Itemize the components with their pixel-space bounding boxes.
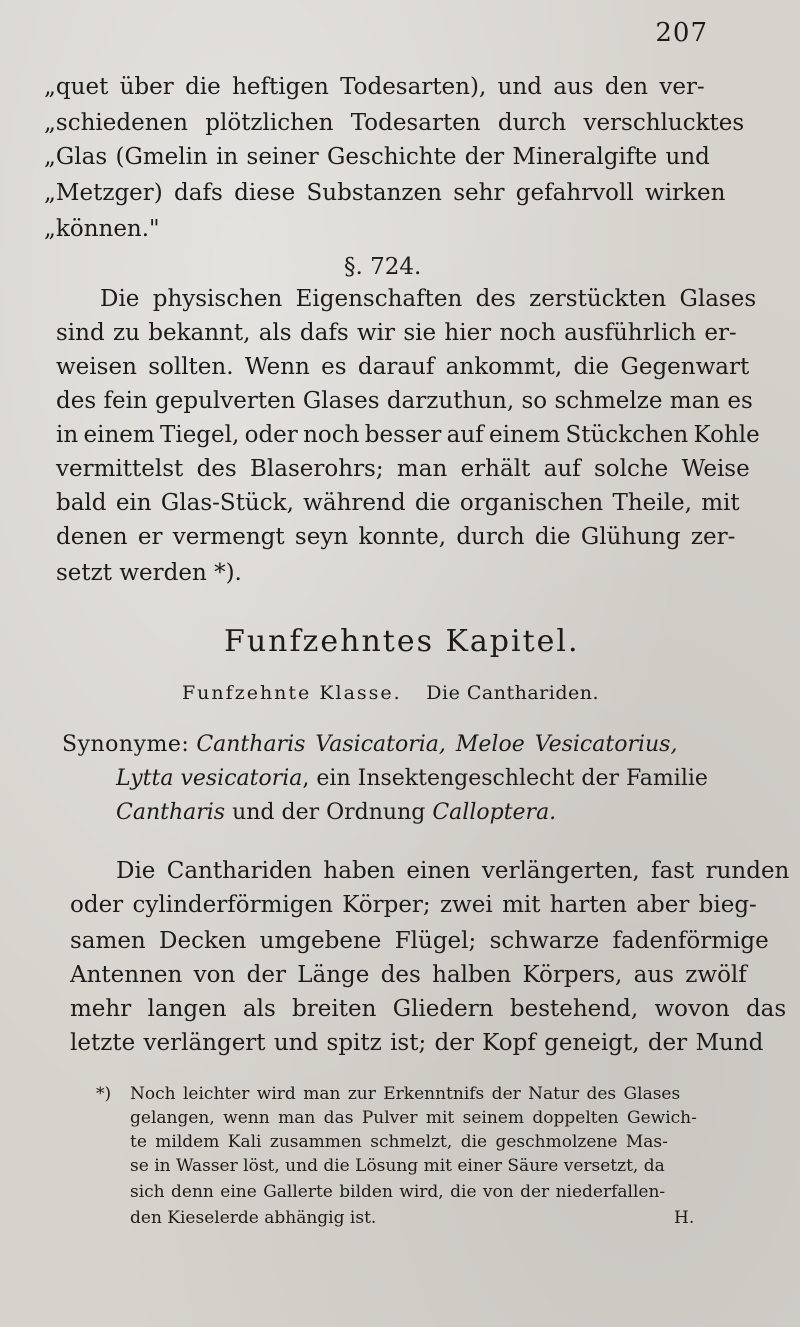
synonyme-line-2 <box>116 768 708 790</box>
class-heading <box>182 682 599 704</box>
class-heading-name: Die Canthariden. <box>426 682 600 704</box>
footnote-marker: *) <box>96 1084 112 1104</box>
footnote-signature: H. <box>674 1208 695 1228</box>
quote-line: „schiedenen plötzlichen Todesarten durch verschlucktes <box>44 110 745 136</box>
quote-line: „können." <box>44 216 160 242</box>
synonyme-label: Synonyme: <box>62 732 190 757</box>
synonyme-species: Cantharis Vasicatoria, Meloe Vesicatorius, <box>196 732 678 757</box>
synonyme-line-3 <box>116 802 556 824</box>
footnote-line: den Kieselerde abhängig ist. <box>130 1208 377 1228</box>
paragraph-line: vermittelst des Blaserohrs; man erhält auf solche Weise <box>56 456 750 482</box>
paragraph-line: Antennen von der Länge des halben Körpers, aus zwölf <box>70 962 747 988</box>
paragraph-line: letzte verlängert und spitz ist; der Kopf geneigt, der Mund <box>70 1030 764 1056</box>
paragraph-line: weisen sollten. Wenn es darauf ankommt, die Gegenwart <box>56 354 750 380</box>
paragraph-line: mehr langen als breiten Gliedern bestehend, wovon das <box>70 996 787 1022</box>
footnote-line: te mildem Kali zusammen schmelzt, die geschmolzene Mas- <box>130 1132 668 1152</box>
paragraph-line: des fein gepulverten Glases darzuthun, so schmelze man es <box>56 388 753 414</box>
footnote-line: gelangen, wenn man das Pulver mit seinem doppelten Gewich- <box>130 1108 697 1128</box>
synonyme-cantharis: Cantharis <box>116 800 226 825</box>
footnote-line: sich denn eine Gallerte bilden wird, die von der niederfallen- <box>130 1182 666 1202</box>
synonyme-lytta: Lytta vesicatoria <box>116 766 303 791</box>
quote-line: „quet über die heftigen Todesarten), und aus den ver- <box>44 74 705 100</box>
paragraph-line: Die Canthariden haben einen verlängerten, fast runden <box>116 858 790 884</box>
paragraph-line: denen er vermengt seyn konnte, durch die Glühung zer- <box>56 524 736 550</box>
paragraph-line: oder cylinderförmigen Körper; zwei mit harten aber bieg- <box>70 892 757 918</box>
paragraph-line: in einem Tiegel, oder noch besser auf einem Stückchen Kohle <box>56 422 760 448</box>
synonyme-family-text: , ein Insektengeschlecht der Familie <box>302 766 708 791</box>
section-number: §. 724. <box>344 254 422 280</box>
footnote-line: se in Wasser löst, und die Lösung mit einer Säure versetzt, da <box>130 1156 665 1176</box>
class-heading-spaced: Funfzehnte Klasse. <box>182 682 402 704</box>
synonyme-order-text: und der Ordnung <box>225 800 433 825</box>
synonyme-calloptera: Calloptera. <box>432 800 557 825</box>
paragraph-line: setzt werden *). <box>56 560 242 586</box>
synonyme-line-1 <box>62 734 677 756</box>
paragraph-line: sind zu bekannt, als dafs wir sie hier noch ausführlich er- <box>56 320 737 346</box>
chapter-title: Funfzehntes Kapitel. <box>224 624 580 659</box>
paragraph-line: samen Decken umgebene Flügel; schwarze fadenförmige <box>70 928 769 954</box>
paragraph-line: Die physischen Eigenschaften des zerstückten Glases <box>100 286 757 312</box>
paragraph-line: bald ein Glas-Stück, während die organischen Theile, mit <box>56 490 740 516</box>
quote-line: „Metzger) dafs diese Substanzen sehr gefahrvoll wirken <box>44 180 726 206</box>
quote-line: „Glas (Gmelin in seiner Geschichte der Mineralgifte und <box>44 144 710 170</box>
footnote-line: Noch leichter wird man zur Erkenntnifs der Natur des Glases <box>130 1084 681 1104</box>
page-number: 207 <box>655 18 708 48</box>
